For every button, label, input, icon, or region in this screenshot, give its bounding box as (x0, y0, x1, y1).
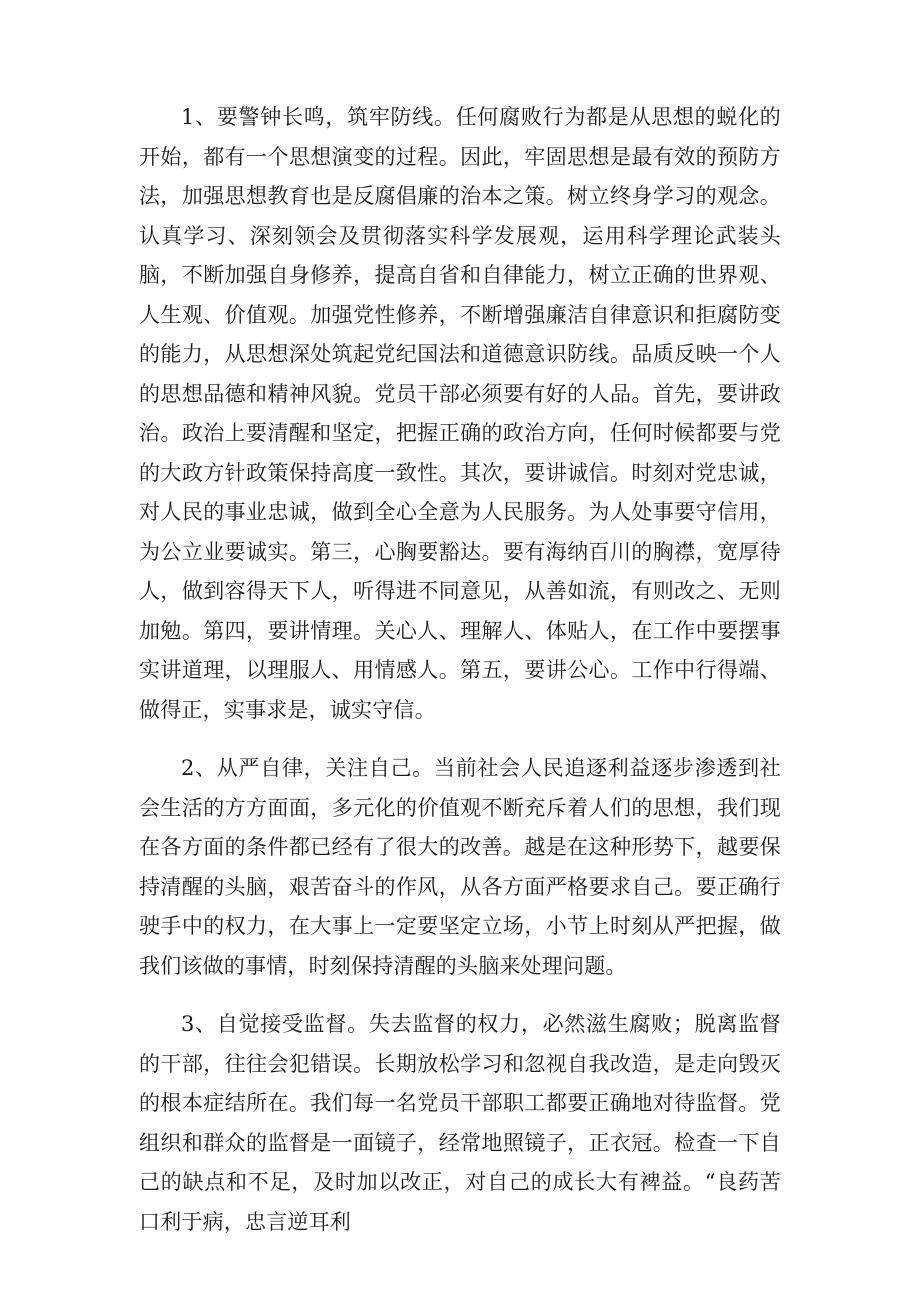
document-body (139, 98, 781, 1261)
paragraph-2: 2、从严自律，关注自己。当前社会人民追逐利益逐步渗透到社会生活的方方面面，多元化的价值观不断充斥着人们的思想，我们现在各方面的条件都已经有了很大的改善。越是在这种形势下，越要保持清醒的头脑，艰苦奋斗的作风，从各方面严格要求自己。要正确行驶手中的权力，在大事上一定要坚定立场，小节上时刻从严把握，做我们该做的事情，时刻保持清醒的头脑来处理问题。 (139, 756, 781, 978)
paragraph-3: 3、自觉接受监督。失去监督的权力，必然滋生腐败；脱离监督的干部，往往会犯错误。长期放松学习和忽视自我改造，是走向毁灭的根本症结所在。我们每一名党员干部职工都要正确地对待监督。党组织和群众的监督是一面镜子，经常地照镜子，正衣冠。检查一下自己的缺点和不足，及时加以改正，对自己的成长大有裨益。“良药苦口利于病，忠言逆耳利 (139, 1012, 781, 1234)
paragraph-1: 1、要警钟长鸣，筑牢防线。任何腐败行为都是从思想的蜕化的开始，都有一个思想演变的过程。因此，牢固思想是最有效的预防方法，加强思想教育也是反腐倡廉的治本之策。树立终身学习的观念。认真学习、深刻领会及贯彻落实科学发展观，运用科学理论武装头脑，不断加强自身修养，提高自省和自律能力，树立正确的世界观、人生观、价值观。加强党性修养，不断增强廉洁自律意识和拒腐防变的能力，从思想深处筑起党纪国法和道德意识防线。品质反映一个人的思想品德和精神风貌。党员干部必须要有好的人品。首先，要讲政治。政治上要清醒和坚定，把握正确的政治方向，任何时候都要与党的大政方针政策保持高度一致性。其次，要讲诚信。时刻对党忠诚，对人民的事业忠诚，做到全心全意为人民服务。为人处事要守信用，为公立业要诚实。第三，心胸要豁达。要有海纳百川的胸襟，宽厚待人，做到容得天下人，听得进不同意见，从善如流，有则改之、无则加勉。第四，要讲情理。关心人、理解人、体贴人，在工作中要摆事实讲道理，以理服人、用情感人。第五，要讲公心。工作中行得端、做得正，实事求是，诚实守信。 (139, 105, 781, 722)
